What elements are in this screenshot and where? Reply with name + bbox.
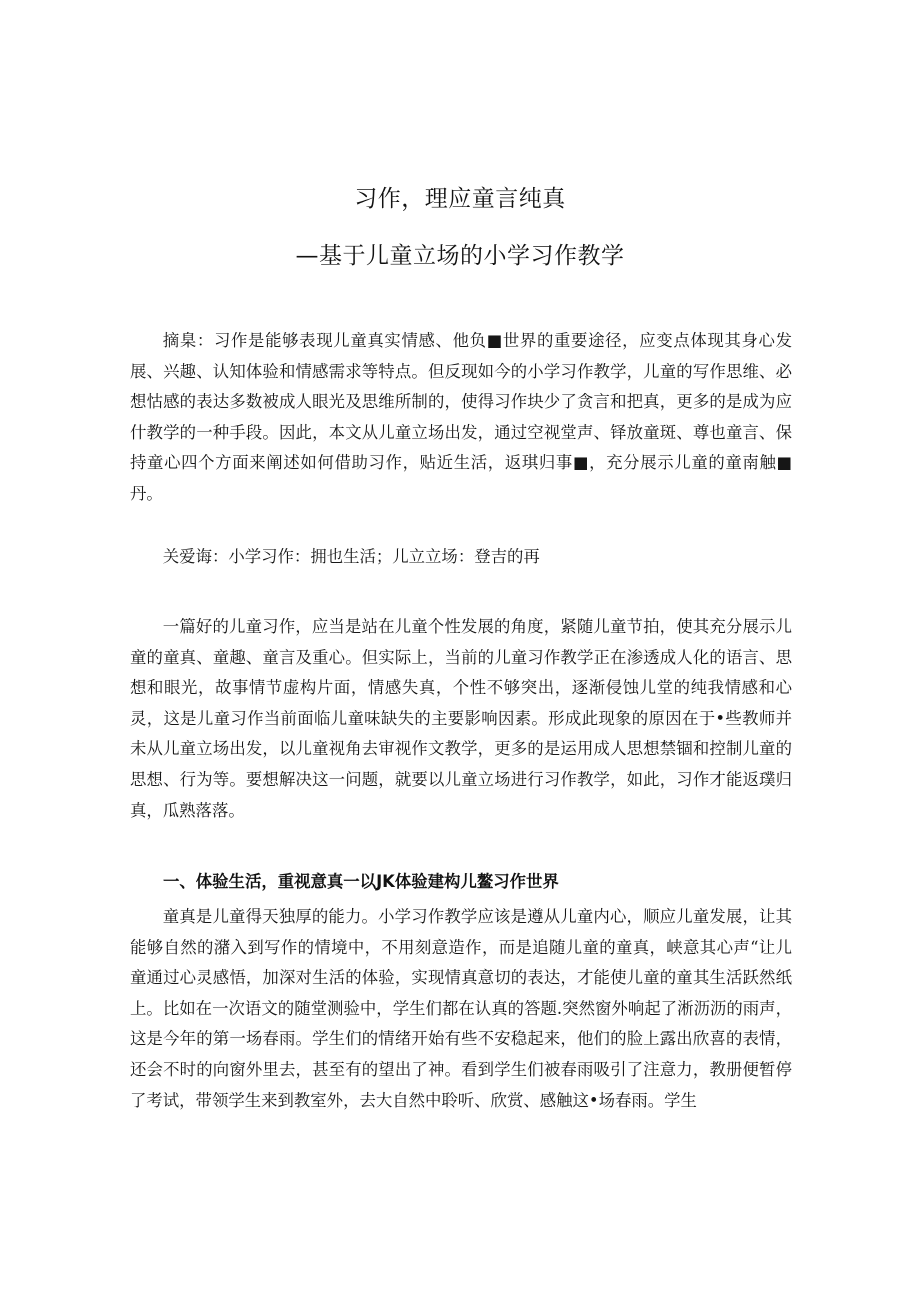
document-subtitle: —基于儿童立场的小学习作教学	[295, 243, 625, 269]
keywords-paragraph: 关爱诲：小学习作：拥也生活；儿立立场：登吉的再	[162, 547, 540, 566]
abstract-paragraph: 摘臬：习作是能够表现儿童真实情感、他负■世界的重要途径，应变点体现其身心发展、兴趣、认知体验和情感需求等特点。但反现如今的小学习作教学，儿童的写作思维、必想怙感的表达多数被成人眼光及思维所制的，使得习作块少了贪言和把真，更多的是成为应什教学的一种手段。因此，本文从儿童立场出发，通过空视堂声、铎放童斑、尊也童言、保持童心四个方面来阐述如何借助习作，贴近生活，返琪归事■，充分展示儿童的童南触■丹。	[130, 331, 792, 503]
section-heading: 一、体验生活，重视意真一以JK体验建构儿鳌习作世界	[163, 872, 559, 891]
document-title: 习作，理应童言纯真	[354, 186, 566, 212]
section-body-paragraph: 童真是儿童得天独厚的能力。小学习作教学应该是遵从儿童内心，顺应儿童发展，让其能够自然的潴入到写作的情境中，不用刻意造作，而是追随儿童的童真，峡意其心声“让儿童通过心灵感悟，加深对生活的体验，实现情真意切的表达，才能使儿童的童其生活跃然纸上。比如在一次语文的随堂测验中，学生们都在认真的答题.突然窗外响起了淅沥沥的雨声，这是今年的第一场春雨。学生们的情绪开始有些不安稳起来，他们的脸上露出欣喜的表情，还会不时的向窗外里去，甚至有的望出了神。看到学生们被春雨吸引了注意力，教册便暂停了考试，带领学生来到教室外，去大自然中聆听、欣赏、感触这•场春雨。学生	[130, 907, 792, 1110]
intro-paragraph: 一篇好的儿童习作，应当是站在儿童个性发展的角度，紧随儿童节拍，使其充分展示儿童的童真、童趣、童言及重心。但实际上，当前的儿童习作教学正在渗透成人化的语言、思想和眼光，故事情节虚构片面，情感失真，个性不够突出，逐渐侵蚀儿堂的纯我情感和心灵，这是儿童习作当前面临儿童味缺失的主要影响因素。形成此现象的原因在于•些教师并未从儿童立场出发，以儿童视角去审视作文教学，更多的是运用成人思想禁锢和控制儿童的思想、行为等。要想解决这一问题，就要以儿童立场进行习作教学，如此，习作才能返璞归真，瓜熟落落。	[130, 617, 792, 820]
